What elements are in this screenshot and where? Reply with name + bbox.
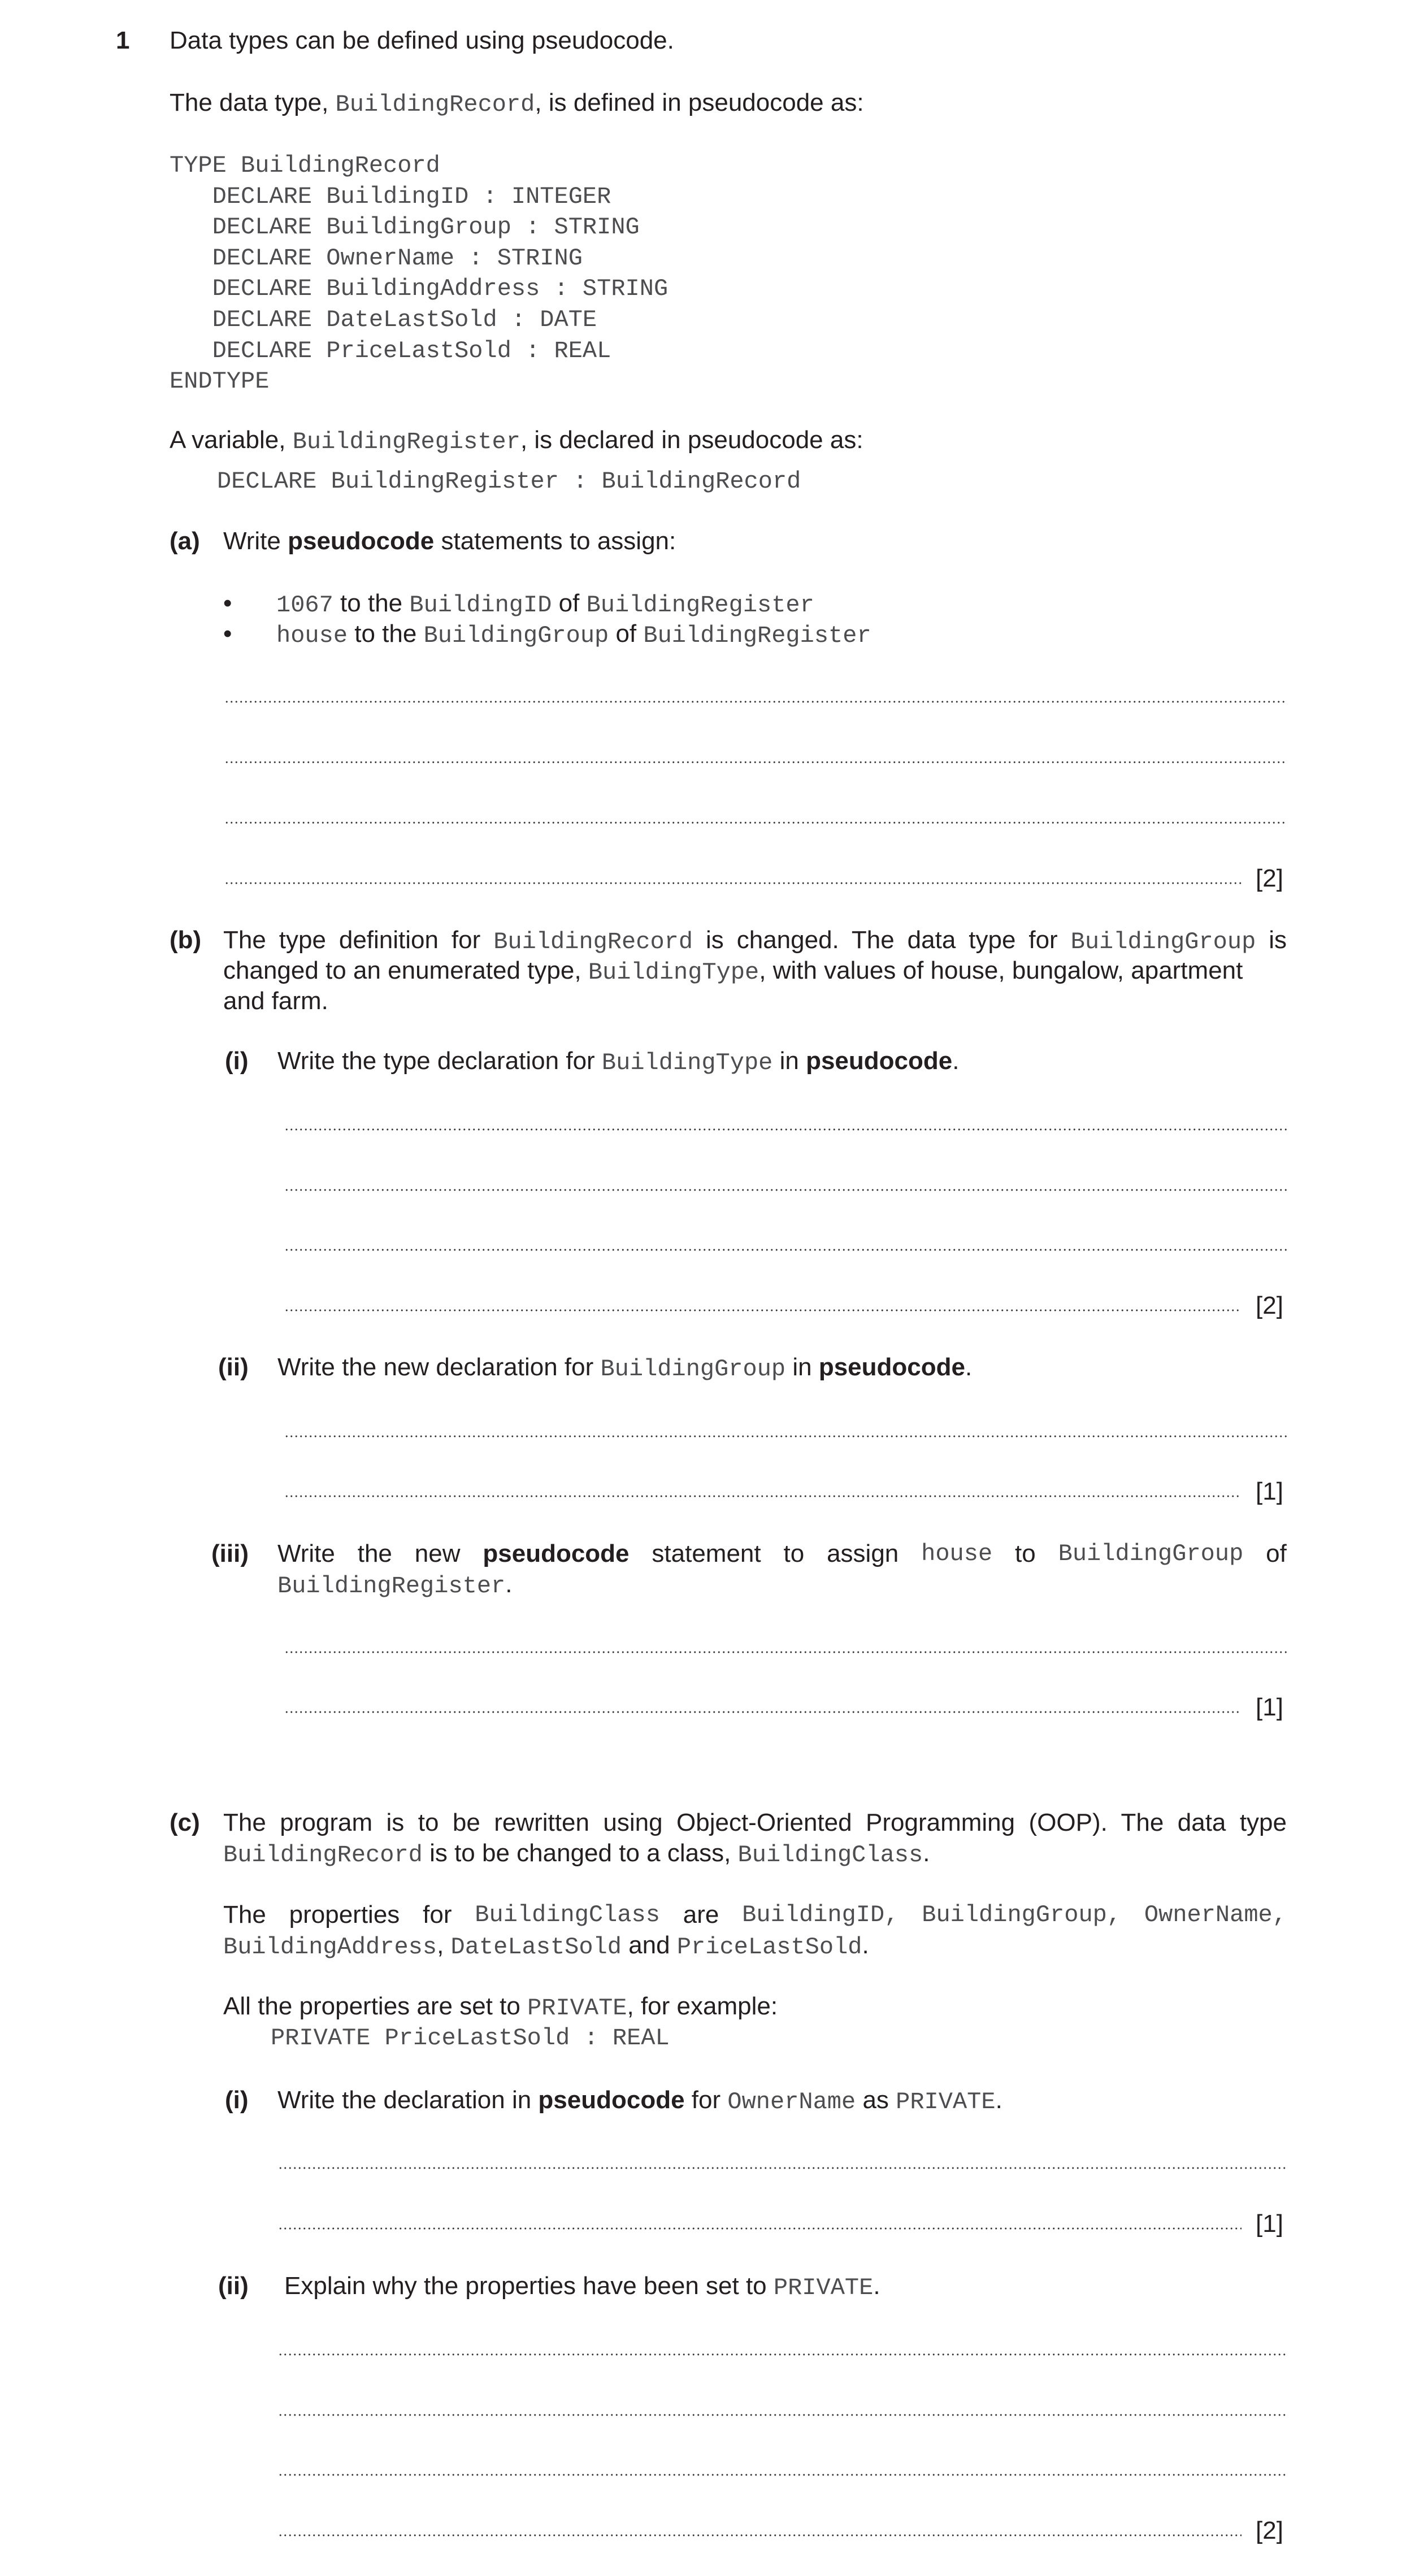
part-b-line-2 [223, 955, 1243, 988]
marks-badge: [1] [1256, 1693, 1283, 1721]
part-c-line-1: The program is to be rewritten using Object-Oriented Programming (OOP). The data type [223, 1809, 1287, 1836]
part-c-ii-instruction [284, 2270, 880, 2304]
answer-line[interactable] [224, 761, 1287, 763]
text: Write the new declaration for [277, 1353, 601, 1381]
text: are [683, 1901, 719, 1928]
code-inline: house [921, 1540, 993, 1567]
code-inline: house [276, 622, 348, 649]
variable-sentence [170, 424, 863, 458]
part-b-iii-line-1 [277, 1538, 1287, 1570]
text: . [965, 1353, 973, 1381]
code-inline: PRIVATE [773, 2274, 874, 2301]
answer-line[interactable] [284, 1435, 1287, 1437]
part-c-i-label: (i) [225, 2086, 249, 2114]
part-b-ii-label: (ii) [218, 1353, 249, 1381]
text: to [1015, 1540, 1036, 1567]
text: . [995, 2086, 1002, 2114]
code-inline: BuildingRecord [335, 91, 535, 118]
text: Write [277, 1540, 335, 1567]
text: of [1266, 1540, 1287, 1567]
text: All the properties are set to [223, 1992, 528, 2020]
code-inline: DateLastSold [450, 1934, 622, 1961]
part-b-i-label: (i) [225, 1047, 249, 1075]
text: is changed. The data type for [693, 926, 1071, 954]
code-inline: BuildingRecord [493, 928, 693, 955]
text: Explain why the properties have been set to [284, 2272, 774, 2300]
text: in [785, 1353, 819, 1381]
text: to the [348, 620, 424, 648]
marks-badge: [2] [1256, 865, 1283, 892]
code-inline: BuildingID, [742, 1901, 899, 1928]
type-definition-code: TYPE BuildingRecord DECLARE BuildingID : INTEGER DECLARE BuildingGroup : STRING DECLARE OwnerName : STRING DECLARE BuildingAddress : STRING DECLARE DateLastSold : DATE DECLARE PriceLastSold : REAL ENDTYPE [170, 152, 669, 396]
text: of [552, 589, 587, 617]
part-a-bullet-2 [276, 618, 871, 651]
part-c-properties-line-2 [223, 1930, 869, 1963]
answer-line[interactable] [284, 1495, 1242, 1497]
text: and [621, 1931, 677, 1959]
answer-line[interactable] [278, 2353, 1287, 2356]
text: Write the declaration in [277, 2086, 539, 2114]
code-inline: BuildingID [409, 592, 552, 619]
code-inline: BuildingGroup, [922, 1901, 1122, 1928]
code-inline: BuildingRecord [223, 1841, 423, 1869]
text: statement [652, 1540, 761, 1567]
text: , for example: [627, 1992, 778, 2020]
answer-line[interactable] [224, 882, 1242, 884]
part-b-label: (b) [170, 926, 202, 954]
answer-line[interactable] [278, 2474, 1287, 2476]
part-b-iii-label: (iii) [211, 1540, 249, 1567]
text: properties [289, 1901, 400, 1928]
text-bold: pseudocode [806, 1047, 953, 1075]
text: is [1256, 926, 1287, 954]
code-inline: BuildingRegister [643, 622, 871, 649]
part-c-i-instruction [277, 2084, 1002, 2118]
answer-line[interactable] [284, 1189, 1287, 1191]
code-inline: BuildingType [601, 1049, 773, 1076]
text: The type definition for [223, 926, 494, 954]
text: as [856, 2086, 896, 2114]
text: The data type, [170, 89, 336, 116]
part-b-iii-line-2 [277, 1569, 513, 1602]
answer-line[interactable] [224, 701, 1287, 703]
text: to the [333, 589, 410, 617]
text: . [505, 1570, 513, 1598]
code-inline: BuildingType [588, 959, 759, 986]
text: . [952, 1047, 960, 1075]
code-inline: 1067 [276, 592, 333, 619]
answer-line[interactable] [278, 2534, 1242, 2536]
part-b-ii-instruction [277, 1352, 972, 1385]
bullet-icon: • [223, 589, 232, 617]
question-intro: Data types can be defined using pseudocode. [170, 27, 674, 54]
question-number: 1 [116, 27, 130, 54]
text: Write the type declaration for [277, 1047, 602, 1075]
part-c-properties-line-1 [223, 1899, 1287, 1931]
text: in [772, 1047, 806, 1075]
code-inline: BuildingGroup [600, 1356, 786, 1383]
marks-badge: [1] [1256, 1478, 1283, 1505]
text: to [783, 1540, 805, 1567]
code-inline: OwnerName [727, 2088, 856, 2115]
text: . [873, 2272, 880, 2300]
text: , [437, 1931, 451, 1959]
text: changed to an enumerated type, [223, 957, 588, 984]
answer-line[interactable] [284, 1128, 1287, 1131]
code-inline: BuildingGroup [1058, 1540, 1244, 1567]
answer-line[interactable] [278, 2227, 1242, 2230]
answer-line[interactable] [278, 2167, 1287, 2169]
marks-badge: [1] [1256, 2210, 1283, 2238]
code-inline: BuildingClass [475, 1901, 660, 1928]
text: The [223, 1901, 266, 1928]
text-bold: pseudocode [818, 1353, 965, 1381]
text: new [414, 1540, 461, 1567]
code-inline: BuildingRegister [586, 592, 814, 619]
part-c-label: (c) [170, 1809, 200, 1836]
text: A variable, [170, 426, 293, 454]
code-inline: BuildingRegister [277, 1572, 506, 1600]
part-b-line-3: and farm. [223, 987, 328, 1015]
answer-line[interactable] [284, 1309, 1242, 1311]
answer-line[interactable] [284, 1651, 1287, 1653]
part-b-i-instruction [277, 1045, 959, 1079]
text: . [862, 1931, 869, 1959]
code-inline: BuildingAddress [223, 1934, 437, 1961]
type-definition-sentence [170, 87, 864, 120]
variable-declaration-code: DECLARE BuildingRegister : BuildingRecord [217, 468, 801, 495]
answer-line[interactable] [284, 1711, 1242, 1713]
text-bold: pseudocode [288, 527, 435, 555]
part-c-private-sentence [223, 1991, 778, 2024]
text: for [684, 2086, 728, 2114]
code-inline: BuildingGroup [1070, 928, 1256, 955]
marks-badge: [2] [1256, 2517, 1283, 2544]
code-inline: BuildingRegister [292, 428, 520, 455]
text: , is defined in pseudocode as: [535, 89, 864, 116]
part-b-line-1 [223, 924, 1287, 958]
text: for [423, 1901, 452, 1928]
answer-line[interactable] [224, 822, 1287, 824]
part-c-example-code: PRIVATE PriceLastSold : REAL [271, 2025, 670, 2052]
text: statements to assign: [434, 527, 676, 555]
code-inline: PRIVATE [527, 1995, 627, 2022]
code-inline: BuildingClass [737, 1841, 923, 1869]
marks-badge: [2] [1256, 1292, 1283, 1319]
code-inline: BuildingGroup [423, 622, 609, 649]
text: of [609, 620, 644, 648]
text: assign [827, 1540, 899, 1567]
text: , with values of house, bungalow, apartment [759, 957, 1243, 984]
part-c-ii-label: (ii) [218, 2272, 249, 2300]
answer-line[interactable] [278, 2414, 1287, 2416]
code-inline: OwnerName, [1144, 1901, 1287, 1928]
part-a-label: (a) [170, 527, 200, 555]
part-c-line-2 [223, 1837, 930, 1871]
code-inline: PRIVATE [896, 2088, 996, 2115]
text: . [923, 1839, 930, 1867]
text-bold: pseudocode [483, 1540, 630, 1567]
text: Write [223, 527, 288, 555]
text: is to be changed to a class, [422, 1839, 738, 1867]
part-a-bullet-1 [276, 588, 814, 621]
text: , is declared in pseudocode as: [520, 426, 863, 454]
part-a-instruction [223, 525, 676, 557]
bullet-icon: • [223, 620, 232, 648]
code-inline: PriceLastSold [676, 1934, 862, 1961]
text: the [357, 1540, 392, 1567]
text-bold: pseudocode [538, 2086, 685, 2114]
answer-line[interactable] [284, 1249, 1287, 1251]
